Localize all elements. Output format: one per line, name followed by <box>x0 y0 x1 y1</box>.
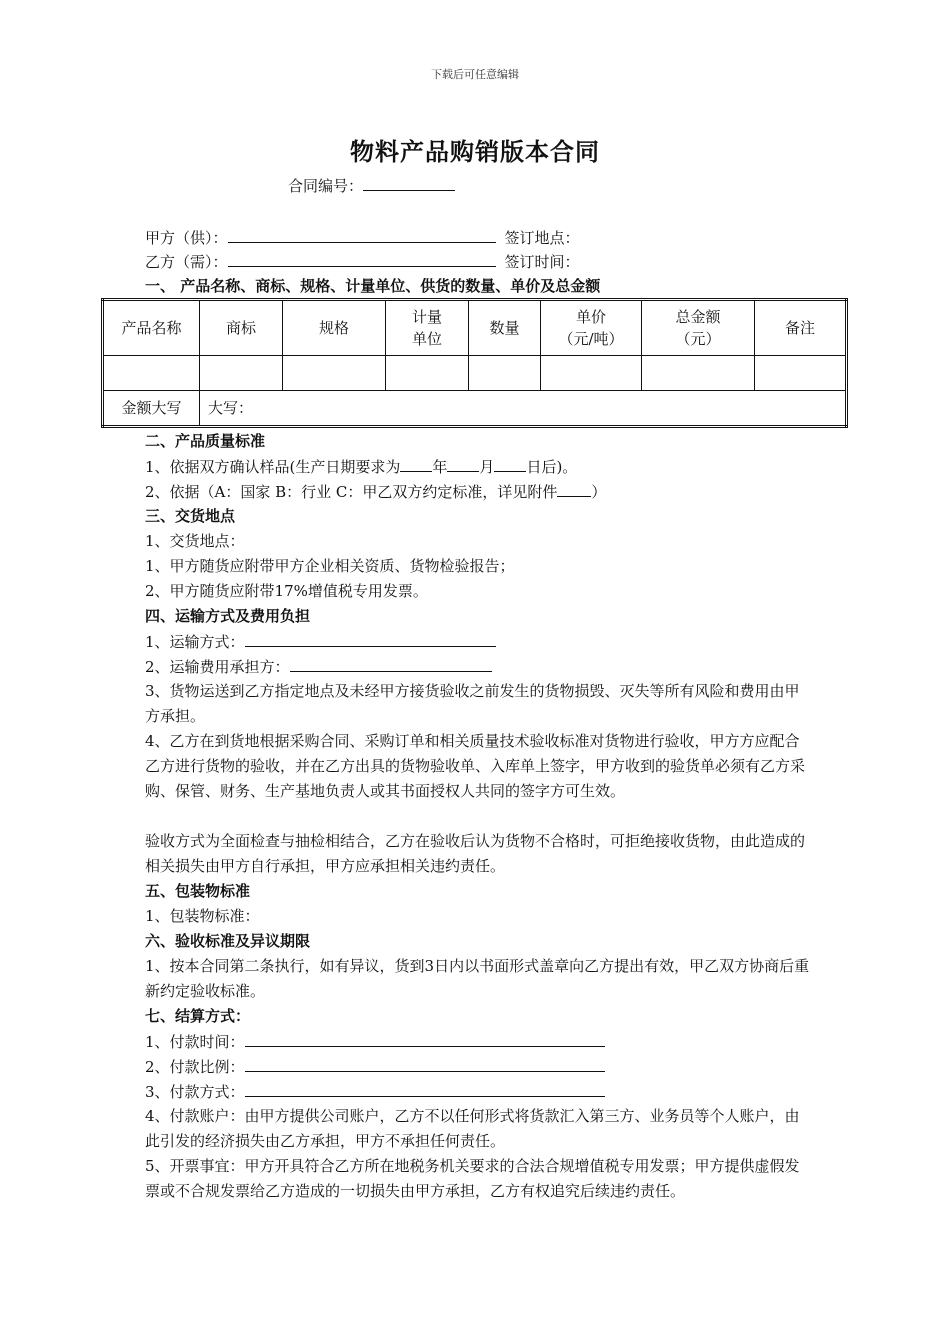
table-cell[interactable] <box>283 356 386 391</box>
table-cell[interactable] <box>642 356 755 391</box>
contract-number-label: 合同编号： <box>288 177 364 195</box>
header-unit: 计量 单位 <box>386 300 469 356</box>
section-6-item-1: 1、按本合同第二条执行，如有异议，货到3日内以书面形式盖章向乙方提出有效，甲乙双方协商后重新约定验收标准。 <box>145 957 810 1000</box>
contract-number-row <box>288 173 455 199</box>
header-spec: 规格 <box>283 300 386 356</box>
section-1-title: 一、 产品名称、商标、规格、计量单位、供货的数量、单价及总金额 <box>145 277 601 295</box>
table-row <box>103 356 847 391</box>
payment-ratio-row: 2、付款比例： <box>145 1054 605 1080</box>
section-3-item: 2、甲方随货应附带17%增值税专用发票。 <box>145 582 428 600</box>
section-3-item: 1、交货地点： <box>145 532 245 550</box>
party-b-field[interactable] <box>228 249 496 267</box>
table-cell[interactable] <box>103 356 200 391</box>
section-5-item-1: 1、包装物标准： <box>145 907 260 925</box>
amount-label: 金额大写 <box>103 391 200 427</box>
party-b-row <box>145 249 580 275</box>
header-product-name: 产品名称 <box>103 300 200 356</box>
payment-ratio-field[interactable] <box>245 1054 605 1072</box>
section-4-item-4: 4、乙方在到货地根据采购合同、采购订单和相关质量技术验收标准对货物进行验收，甲方方应配合乙方进行货物的验收，并在乙方出具的货物验收单、入库单上签字，甲方收到的验货单必须有乙方采购、保管、财务、生产基地负责人或其书面授权人共同的签字方可生效。 <box>145 732 806 800</box>
party-a-field[interactable] <box>228 225 496 243</box>
section-4-title: 四、运输方式及费用负担 <box>145 607 311 625</box>
contract-number-field[interactable] <box>363 173 455 191</box>
section-7-item-4: 4、付款账户：由甲方提供公司账户，乙方不以任何形式将货款汇入第三方、业务员等个人账户，由此引发的经济损失由乙方承担，甲方不承担任何责任。 <box>145 1107 800 1150</box>
month-field[interactable] <box>447 454 479 472</box>
header-unit-price: 单价 （元/吨） <box>541 300 642 356</box>
section-4-item-3: 3、货物运送到乙方指定地点及未经甲方接货验收之前发生的货物损毁、灭失等所有风险和费用由甲方承担。 <box>145 682 800 725</box>
amount-value[interactable]: 大写： <box>200 391 847 427</box>
sign-time-label: 签订时间： <box>504 253 580 271</box>
table-cell[interactable] <box>541 356 642 391</box>
payment-method-field[interactable] <box>245 1079 605 1097</box>
header-note: 下载后可任意编辑 <box>431 68 519 81</box>
table-header-row <box>103 300 847 356</box>
table-cell[interactable] <box>200 356 283 391</box>
section-2-item-2: 2、依据（A：国家 B：行业 C：甲乙双方约定标准，详见附件 ） <box>145 479 606 505</box>
payment-time-field[interactable] <box>245 1029 605 1047</box>
transport-cost-row: 2、运输费用承担方： <box>145 654 492 680</box>
section-7-title: 七、结算方式： <box>145 1007 251 1025</box>
section-7-item-5: 5、开票事宜：甲方开具符合乙方所在地税务机关要求的合法合规增值税专用发票；甲方提供虚假发票或不合规发票给乙方造成的一切损失由甲方承担，乙方有权追究后续违约责任。 <box>145 1157 800 1200</box>
transport-method-field[interactable] <box>245 629 496 647</box>
section-2-item-1: 1、依据双方确认样品(生产日期要求为 年 月 日后)。 <box>145 454 577 480</box>
transport-cost-field[interactable] <box>290 654 492 672</box>
header-quantity: 数量 <box>469 300 541 356</box>
party-a-label: 甲方（供）： <box>145 229 228 247</box>
goods-table <box>101 298 848 428</box>
section-4-item-5: 验收方式为全面检查与抽检相结合，乙方在验收后认为货物不合格时，可拒绝接收货物，由此造成的相关损失由甲方自行承担，甲方应承担相关违约责任。 <box>145 832 806 875</box>
section-2-title: 二、产品质量标准 <box>145 432 266 450</box>
section-6-title: 六、验收标准及异议期限 <box>145 932 311 950</box>
header-total-amount: 总金额 （元） <box>642 300 755 356</box>
table-cell[interactable] <box>755 356 847 391</box>
year-field[interactable] <box>400 454 432 472</box>
payment-time-row: 1、付款时间： <box>145 1029 605 1055</box>
section-3-title: 三、交货地点 <box>145 507 236 525</box>
transport-method-row: 1、运输方式： <box>145 629 496 655</box>
day-field[interactable] <box>494 454 526 472</box>
section-5-title: 五、包装物标准 <box>145 882 251 900</box>
section-3-item: 1、甲方随货应附带甲方企业相关资质、货物检验报告； <box>145 557 515 575</box>
attachment-field[interactable] <box>557 479 591 497</box>
sign-place-label: 签订地点： <box>504 229 580 247</box>
party-a-row <box>145 225 580 251</box>
party-b-label: 乙方（需）： <box>145 253 228 271</box>
header-brand: 商标 <box>200 300 283 356</box>
table-cell[interactable] <box>469 356 541 391</box>
payment-method-row: 3、付款方式： <box>145 1079 605 1105</box>
header-remarks: 备注 <box>755 300 847 356</box>
table-cell[interactable] <box>386 356 469 391</box>
document-title: 物料产品购销版本合同 <box>350 138 600 166</box>
amount-row <box>103 391 847 427</box>
